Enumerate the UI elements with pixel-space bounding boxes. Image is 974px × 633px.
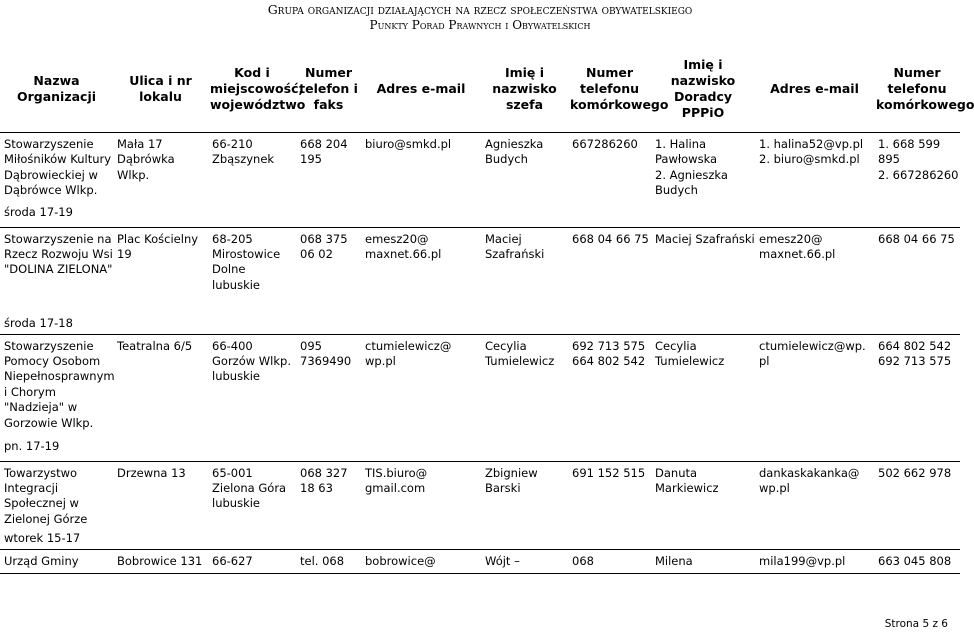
cell-phone: tel. 068 <box>296 550 361 574</box>
cell-advisor <box>651 133 755 199</box>
col-header-phone: Numer telefon i faks <box>296 46 361 133</box>
cell-email: ctumielewicz@ wp.pl <box>361 334 481 433</box>
day-row <box>0 433 960 462</box>
adv-mobile-entry: 1. 668 599 895 <box>878 137 941 167</box>
col-header-head: Imię i nazwisko szefa <box>481 46 568 133</box>
day-label: pn. 17-19 <box>4 438 60 453</box>
cell-adv-mobile: 664 802 542 692 713 575 <box>874 334 960 433</box>
day-row <box>0 199 960 228</box>
header-subtitle: Punkty Porad Prawnych i Obywatelskich <box>369 18 591 32</box>
cell-street: Drzewna 13 <box>113 461 208 527</box>
cell-adv-email: dankaskakanka@ wp.pl <box>755 461 874 527</box>
cell-head: Wójt – <box>481 550 568 574</box>
cell-city: 66-400 Gorzów Wlkp. lubuskie <box>208 334 296 433</box>
cell-city: 66-210 Zbąszynek <box>212 137 275 167</box>
cell-head: Zbigniew Barski <box>481 461 568 527</box>
table-row <box>0 550 960 574</box>
cell-adv-email <box>755 133 874 199</box>
cell-mobile: 668 04 66 75 <box>568 227 651 314</box>
col-header-street: Ulica i nr lokalu <box>113 46 208 133</box>
cell-email: emesz20@ maxnet.66.pl <box>361 227 481 314</box>
cell-org: Towarzystwo Integracji Społecznej w Zielonej Górze <box>0 461 113 527</box>
cell-org: Stowarzyszenie Pomocy Osobom Niepełnosprawnym i Chorym "Nadzieja" w Gorzowie Wlkp. <box>0 334 113 433</box>
document-header <box>0 2 960 33</box>
adv-email-entry: 2. biuro@smkd.pl <box>759 152 860 167</box>
cell-adv-email: mila199@vp.pl <box>755 550 874 574</box>
cell-head: Agnieszka Budych <box>485 137 544 167</box>
cell-city: 65-001 Zielona Góra lubuskie <box>208 461 296 527</box>
cell-mobile: 068 <box>568 550 651 574</box>
cell-org: Urząd Gminy <box>0 550 113 574</box>
cell-email: bobrowice@ <box>361 550 481 574</box>
cell-adv-mobile <box>874 133 960 199</box>
cell-org: Stowarzyszenie na Rzecz Rozwoju Wsi "DOLINA ZIELONA" <box>0 227 113 314</box>
cell-street: Mała 17 Dąbrówka Wlkp. <box>117 137 175 182</box>
cell-mobile: 692 713 575 664 802 542 <box>568 334 651 433</box>
adv-mobile-entry: 2. 667286260 <box>878 167 959 182</box>
table-header-row <box>0 46 960 133</box>
cell-advisor: Maciej Szafrański <box>651 227 755 314</box>
table-row <box>0 227 960 314</box>
col-header-mobile: Numer telefonu komórkowego <box>568 46 651 133</box>
cell-phone: 068 375 06 02 <box>296 227 361 314</box>
header-title: Grupa organizacji działających na rzecz społeczeństwa obywatelskiego <box>267 2 693 17</box>
cell-advisor: Danuta Markiewicz <box>651 461 755 527</box>
cell-email: TIS.biuro@ gmail.com <box>361 461 481 527</box>
advisor-entry: 1. Halina Pawłowska <box>655 137 718 167</box>
cell-adv-mobile: 502 662 978 <box>874 461 960 527</box>
cell-adv-email: emesz20@ maxnet.66.pl <box>755 227 874 314</box>
col-header-city: Kod i miejscowość, województwo <box>208 46 296 133</box>
cell-mobile: 667286260 <box>572 137 638 151</box>
cell-org: Stowarzyszenie Miłośników Kultury Dąbrowieckiej w Dąbrówce Wlkp. <box>4 137 112 198</box>
cell-phone: 068 327 18 63 <box>296 461 361 527</box>
cell-head: Maciej Szafrański <box>481 227 568 314</box>
cell-street: Bobrowice 131 <box>113 550 208 574</box>
col-header-adv-email: Adres e-mail <box>755 46 874 133</box>
adv-email-entry: 1. halina52@vp.pl <box>759 137 864 151</box>
day-label: środa 17-19 <box>4 204 73 219</box>
cell-adv-mobile: 663 045 808 <box>874 550 960 574</box>
day-label: środa 17-18 <box>4 315 73 330</box>
day-label: wtorek 15-17 <box>4 530 81 545</box>
col-header-adv-mobile: Numer telefonu komórkowego <box>874 46 960 133</box>
col-header-name: Nazwa Organizacji <box>0 46 113 133</box>
cell-phone: 095 7369490 <box>296 334 361 433</box>
organizations-table <box>0 46 974 574</box>
page-number: Strona 5 z 6 <box>884 618 948 630</box>
day-row <box>0 314 960 335</box>
table-row <box>0 461 960 527</box>
cell-adv-mobile: 668 04 66 75 <box>874 227 960 314</box>
col-header-email: Adres e-mail <box>361 46 481 133</box>
table-row <box>0 334 960 433</box>
cell-phone: 668 204 195 <box>300 137 348 167</box>
col-header-advisor: Imię i nazwisko Doradcy PPPiO <box>651 46 755 133</box>
cell-mobile: 691 152 515 <box>568 461 651 527</box>
cell-head: Cecylia Tumielewicz <box>481 334 568 433</box>
cell-street: Teatralna 6/5 <box>113 334 208 433</box>
day-row <box>0 527 960 550</box>
cell-street: Plac Kościelny 19 <box>113 227 208 314</box>
table-row <box>0 133 960 199</box>
cell-email: biuro@smkd.pl <box>365 137 452 151</box>
cell-advisor: Milena <box>651 550 755 574</box>
cell-city: 66-627 <box>208 550 296 574</box>
cell-city: 68-205 Mirostowice Dolne lubuskie <box>208 227 296 314</box>
cell-advisor: Cecylia Tumielewicz <box>651 334 755 433</box>
cell-adv-email: ctumielewicz@wp. pl <box>755 334 874 433</box>
advisor-entry: 2. Agnieszka Budych <box>655 167 728 198</box>
